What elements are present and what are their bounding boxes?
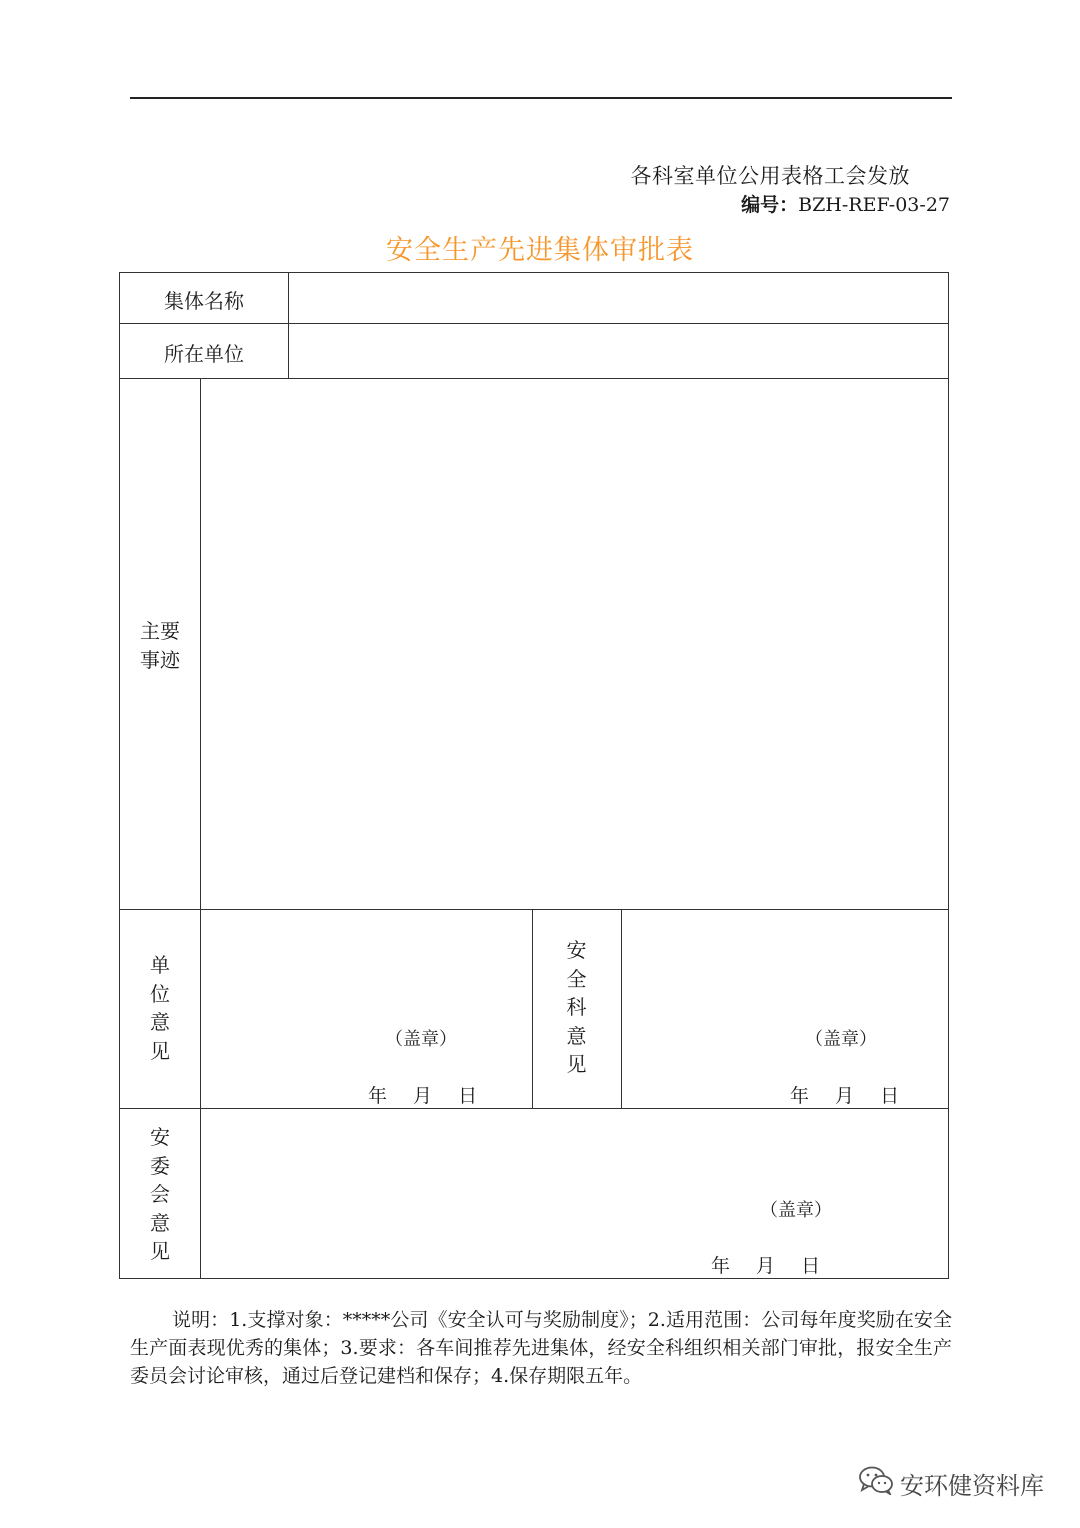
watermark-text: 安环健资料库 <box>900 1471 1044 1500</box>
unit-stamp-text: （盖章） <box>385 1029 457 1050</box>
row-divider <box>120 378 948 379</box>
collective-name-label: 集体名称 <box>164 289 244 313</box>
page-title: 安全生产先进集体审批表 <box>386 235 694 266</box>
deeds-label: 主要 事迹 <box>140 619 180 672</box>
unit-opinion-field[interactable] <box>202 911 531 1107</box>
safety-dept-opinion-field[interactable] <box>623 911 946 1107</box>
col-divider <box>200 378 201 1278</box>
committee-opinion-field[interactable] <box>202 1110 946 1278</box>
safety-dept-stamp-text: （盖章） <box>805 1029 877 1050</box>
unit-label: 所在单位 <box>164 342 244 366</box>
header-rule <box>130 97 952 99</box>
issuer-text: 各科室单位公用表格工会发放 <box>630 164 910 188</box>
committee-opinion-label: 安 委 会 意 见 <box>150 1125 170 1263</box>
form-code-value: BZH-REF-03-27 <box>798 194 950 216</box>
watermark <box>858 1465 1044 1501</box>
deeds-field[interactable] <box>202 380 946 908</box>
col-divider <box>621 909 622 1108</box>
row-divider <box>120 909 948 910</box>
collective-name-field[interactable] <box>290 275 946 321</box>
form-note: 说明：1.支撑对象：*****公司《安全认可与奖励制度》；2.适用范围：公司每年度奖励在安全生产面表现优秀的集体；3.要求：各车间推荐先进集体，经安全科组织相关部门审批，报安全生产委员会讨论审核，通过后登记建档和保存；4.保存期限五年。 <box>130 1309 952 1387</box>
safety-dept-date-text: 年 月 日 <box>790 1085 900 1107</box>
unit-field[interactable] <box>290 325 946 377</box>
safety-dept-opinion-label: 安 全 科 意 见 <box>566 938 587 1076</box>
form-code <box>741 190 950 217</box>
unit-date-text: 年 月 日 <box>368 1085 478 1107</box>
committee-date-text: 年 月 日 <box>711 1255 821 1277</box>
wechat-icon <box>858 1465 900 1501</box>
form-code-label: 编号： <box>741 194 799 216</box>
committee-stamp-text: （盖章） <box>760 1200 832 1221</box>
col-divider <box>288 273 289 378</box>
approval-form <box>119 272 949 1279</box>
unit-opinion-label: 单 位 意 见 <box>150 953 170 1063</box>
row-divider <box>120 323 948 324</box>
row-divider <box>120 1108 948 1109</box>
